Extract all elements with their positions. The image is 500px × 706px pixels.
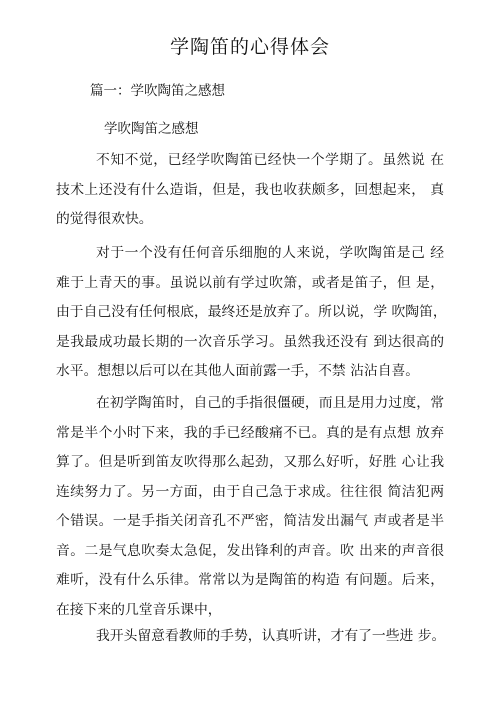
paragraph-4 <box>56 622 444 652</box>
paragraph-line: 在接下来的几堂音乐课中， <box>56 601 222 618</box>
paragraph-line: 是我最成功最长期的一次音乐学习。虽然我还没有 到达很高的 <box>56 333 444 350</box>
paragraph-line: 难于上青天的事。虽说以前有学过吹箫，或者是笛子，但 是， <box>56 274 444 291</box>
paragraph-line: 水平。想想以后可以在其他人面前露一手，不禁 沾沾自喜。 <box>56 363 420 379</box>
paragraph-line: 由于自己没有任何根底，最终还是放弃了。所以说，学 吹陶笛， <box>56 304 447 320</box>
paragraph-2 <box>56 239 447 387</box>
paragraph-line: 对于一个没有任何音乐细胞的人来说，学吹陶笛是己 经 <box>96 245 444 261</box>
paragraph-line: 不知不觉，已经学吹陶笛已经快一个学期了。虽然说 在 <box>96 152 444 168</box>
article-subtitle: 学吹陶笛之感想 <box>104 121 199 137</box>
paragraph-line: 的觉得很欢快。 <box>56 211 153 227</box>
paragraph-line: 在初学陶笛时，自己的手指很僵硬，而且是用力过度，常 <box>96 395 444 411</box>
paragraph-line: 算了。但是听到笛友吹得那么起劲，又那么好听，好胜 心让我 <box>56 454 444 470</box>
paragraph-line: 音。二是气息吹奏太急促，发出锋利的声音。吹 出来的声音很 <box>56 542 444 559</box>
paragraph-line: 难听，没有什么乐律。常常以为是陶笛的构造 有问题。后来， <box>56 572 444 588</box>
paragraph-line: 技术上还没有什么造诣，但是，我也收获颇多，回想起来， 真 <box>56 181 444 198</box>
section-heading: 篇一：学吹陶笛之感想 <box>90 83 225 99</box>
paragraph-line: 个错误。一是手指关闭音孔不严密，简洁发出漏气 声或者是半 <box>56 513 444 529</box>
paragraph-1 <box>56 146 444 235</box>
document-title: 学陶笛的心得体会 <box>169 36 330 58</box>
paragraph-3 <box>56 389 444 625</box>
paragraph-line: 我开头留意看教师的手势，认真听讲，才有了一些进 步。 <box>96 628 446 644</box>
paragraph-line: 连续努力了。另一方面，由于自己急于求成。往往很 简洁犯两 <box>56 483 444 500</box>
paragraph-line: 常是半个小时下来，我的手已经酸痛不已。真的是有点想 放弃 <box>56 424 444 441</box>
